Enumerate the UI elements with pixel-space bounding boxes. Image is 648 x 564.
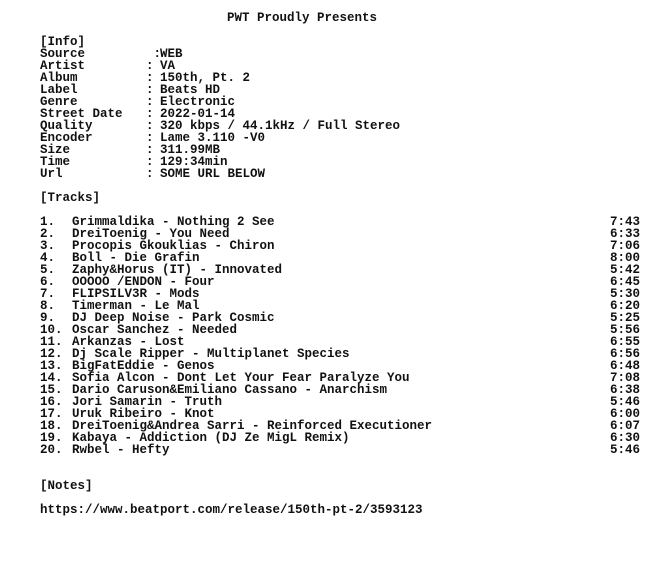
info-key: Encoder [40, 131, 93, 145]
track-number: 2. [40, 227, 56, 241]
info-value: 129:34min [160, 155, 228, 169]
track-list [40, 216, 640, 456]
track-duration: 5:42 [609, 263, 640, 277]
info-row [40, 60, 640, 72]
notes-section-label: [Notes] [40, 479, 93, 493]
track-title: DJ Deep Noise - Park Cosmic [72, 311, 275, 325]
track-duration: 6:07 [609, 419, 640, 433]
track-number: 9. [40, 311, 56, 325]
info-key: Album [40, 71, 78, 85]
track-title: Arkanzas - Lost [72, 335, 185, 349]
track-number: 3. [40, 239, 56, 253]
track-duration: 6:38 [609, 383, 640, 397]
track-title: OOOOO /ENDON - Four [72, 275, 215, 289]
info-key: Genre [40, 95, 78, 109]
track-title: Jori Samarin - Truth [72, 395, 223, 409]
track-number: 5. [40, 263, 56, 277]
track-duration: 7:43 [609, 215, 640, 229]
info-separator: : [146, 119, 154, 133]
tracks-section-label: [Tracks] [40, 191, 101, 205]
info-separator: : [146, 107, 154, 121]
info-value: VA [160, 59, 176, 73]
track-title: Zaphy&Horus (IT) - Innovated [72, 263, 283, 277]
track-number: 20. [40, 443, 63, 457]
info-value: SOME URL BELOW [160, 167, 266, 181]
info-separator: : [146, 155, 154, 169]
track-number: 12. [40, 347, 63, 361]
info-key: Street Date [40, 107, 123, 121]
info-row [40, 156, 640, 168]
info-key: Artist [40, 59, 86, 73]
track-title: Rwbel - Hefty [72, 443, 170, 457]
spacer [40, 456, 640, 468]
track-duration: 5:25 [609, 311, 640, 325]
info-separator: : [146, 47, 162, 61]
info-separator: : [146, 83, 154, 97]
track-duration: 7:06 [609, 239, 640, 253]
info-value: Beats HD [160, 83, 221, 97]
info-separator: : [146, 95, 154, 109]
info-row [40, 48, 640, 60]
track-number: 4. [40, 251, 56, 265]
track-number: 15. [40, 383, 63, 397]
info-value: 150th, Pt. 2 [160, 71, 251, 85]
track-number: 10. [40, 323, 63, 337]
track-duration: 6:33 [609, 227, 640, 241]
info-separator: : [146, 131, 154, 145]
track-duration: 5:46 [609, 443, 640, 457]
track-title: DreiToenig - You Need [72, 227, 230, 241]
track-title: FLIPSILV3R - Mods [72, 287, 200, 301]
track-duration: 5:46 [609, 395, 640, 409]
track-duration: 6:48 [609, 359, 640, 373]
track-duration: 6:20 [609, 299, 640, 313]
info-row [40, 84, 640, 96]
info-row [40, 120, 640, 132]
track-title: Procopis Gkouklias - Chiron [72, 239, 275, 253]
track-number: 19. [40, 431, 63, 445]
track-duration: 6:00 [609, 407, 640, 421]
track-number: 18. [40, 419, 63, 433]
track-number: 6. [40, 275, 56, 289]
info-key: Size [40, 143, 71, 157]
track-number: 11. [40, 335, 63, 349]
info-separator: : [146, 143, 154, 157]
info-value: WEB [160, 47, 183, 61]
info-value: Electronic [160, 95, 236, 109]
track-duration: 6:30 [609, 431, 640, 445]
track-title: Uruk Ribeiro - Knot [72, 407, 215, 421]
track-title: Boll - Die Grafin [72, 251, 200, 265]
track-number: 16. [40, 395, 63, 409]
info-list [40, 48, 640, 180]
track-number: 1. [40, 215, 56, 229]
spacer [40, 180, 640, 192]
track-number: 7. [40, 287, 56, 301]
info-key: Source [40, 47, 86, 61]
info-key: Url [40, 167, 63, 181]
track-title: BigFatEddie - Genos [72, 359, 215, 373]
info-separator: : [146, 167, 154, 181]
document-title: PWT Proudly Presents [226, 11, 378, 25]
info-row [40, 132, 640, 144]
info-value: 2022-01-14 [160, 107, 236, 121]
track-title: Timerman - Le Mal [72, 299, 200, 313]
info-separator: : [146, 59, 154, 73]
info-section-label: [Info] [40, 35, 86, 49]
info-key: Quality [40, 119, 93, 133]
track-duration: 6:55 [609, 335, 640, 349]
track-title: Grimmaldika - Nothing 2 See [72, 215, 275, 229]
info-value: Lame 3.110 -V0 [160, 131, 266, 145]
track-title: Dj Scale Ripper - Multiplanet Species [72, 347, 350, 361]
info-separator: : [146, 71, 154, 85]
info-key: Label [40, 83, 78, 97]
track-number: 13. [40, 359, 63, 373]
track-duration: 5:30 [609, 287, 640, 301]
track-duration: 6:56 [609, 347, 640, 361]
nfo-document [40, 12, 640, 516]
info-row [40, 96, 640, 108]
track-title: Oscar Sanchez - Needed [72, 323, 238, 337]
spacer [40, 468, 640, 480]
track-duration: 6:45 [609, 275, 640, 289]
track-title: Dario Caruson&Emiliano Cassano - Anarchism [72, 383, 388, 397]
info-row [40, 72, 640, 84]
info-value: 320 kbps / 44.1kHz / Full Stereo [160, 119, 401, 133]
track-number: 17. [40, 407, 63, 421]
track-row [40, 444, 640, 456]
track-duration: 5:56 [609, 323, 640, 337]
track-number: 14. [40, 371, 63, 385]
track-duration: 7:08 [609, 371, 640, 385]
info-row [40, 168, 640, 180]
notes-url: https://www.beatport.com/release/150th-pt-2/3593123 [40, 503, 423, 517]
track-title: Sofia Alcon - Dont Let Your Fear Paralyze You [72, 371, 410, 385]
track-title: Kabaya - Addiction (DJ Ze MigL Remix) [72, 431, 350, 445]
spacer [40, 24, 640, 36]
info-key: Time [40, 155, 71, 169]
info-value: 311.99MB [160, 143, 221, 157]
track-title: DreiToenig&Andrea Sarri - Reinforced Executioner [72, 419, 433, 433]
track-duration: 8:00 [609, 251, 640, 265]
track-number: 8. [40, 299, 56, 313]
info-row [40, 144, 640, 156]
